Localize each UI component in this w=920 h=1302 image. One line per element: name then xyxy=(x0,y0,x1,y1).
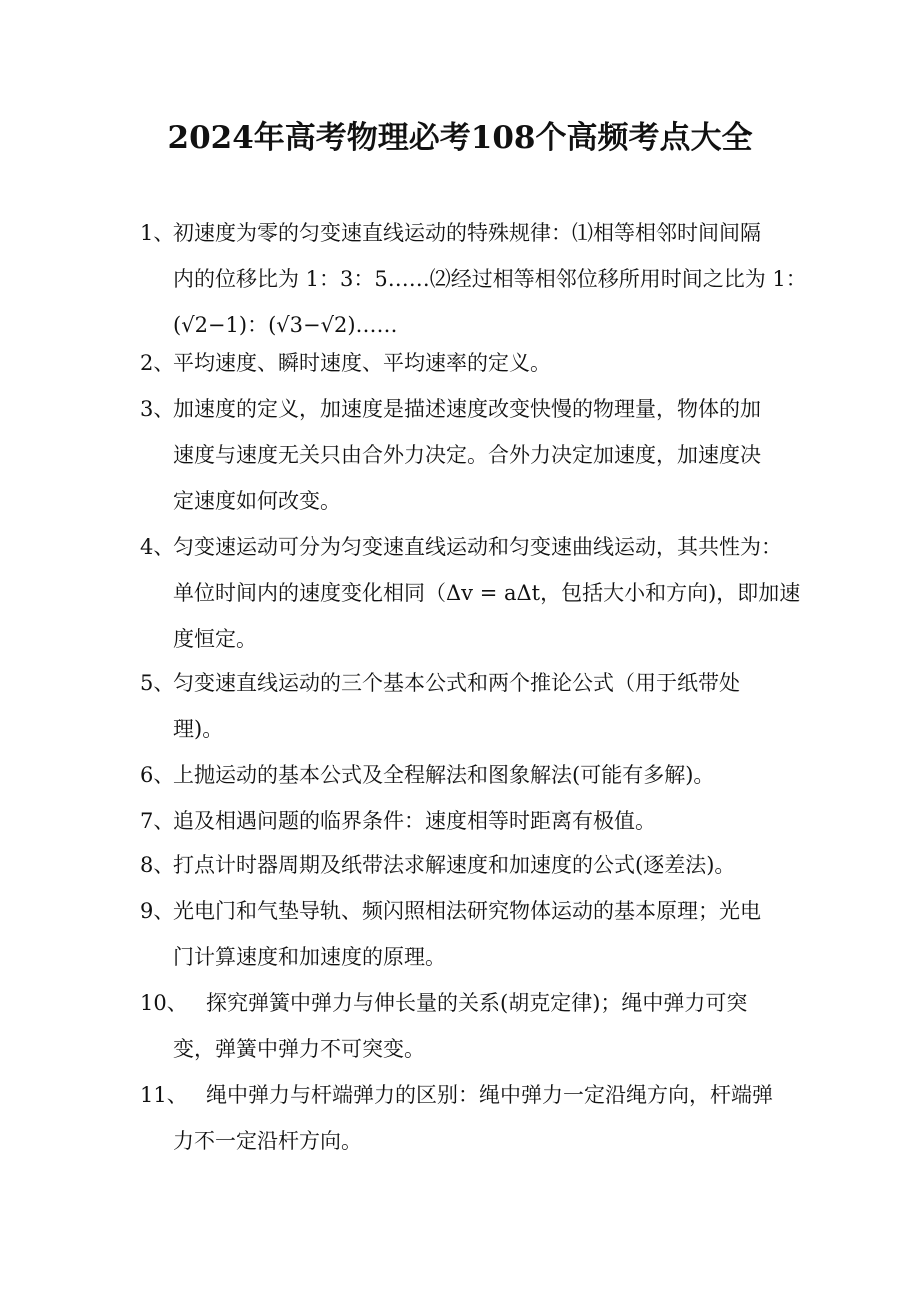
list-item xyxy=(140,888,790,980)
item-line: 探究弹簧中弹力与伸长量的关系(胡克定律)；绳中弹力可突 xyxy=(206,991,748,1015)
item-line: 打点计时器周期及纸带法求解速度和加速度的公式(逐差法)。 xyxy=(173,853,736,877)
item-number: 10、 xyxy=(140,991,188,1015)
item-line: 单位时间内的速度变化相同（Δv = aΔt，包括大小和方向)，即加速 xyxy=(173,581,801,605)
item-line: 绳中弹力与杆端弹力的区别：绳中弹力一定沿绳方向，杆端弹 xyxy=(206,1083,773,1107)
list-item xyxy=(140,798,790,844)
list-item xyxy=(140,524,801,662)
item-line: 力不一定沿杆方向。 xyxy=(173,1129,362,1153)
item-line: (√2−1)：(√3−√2)…… xyxy=(173,313,398,337)
item-line: 光电门和气垫导轨、频闪照相法研究物体运动的基本原理；光电 xyxy=(173,899,761,923)
list-item xyxy=(140,842,790,888)
item-line: 匀变速直线运动的三个基本公式和两个推论公式（用于纸带处 xyxy=(173,671,740,695)
page-title: 2024年高考物理必考108个高频考点大全 xyxy=(167,120,753,156)
item-line: 速度与速度无关只由合外力决定。合外力决定加速度，加速度决 xyxy=(173,443,761,467)
list-item xyxy=(140,210,807,348)
list-item xyxy=(140,980,790,1072)
item-number: 3、 xyxy=(140,397,175,421)
list-item xyxy=(140,1072,790,1164)
item-number: 11、 xyxy=(140,1083,188,1107)
item-number: 9、 xyxy=(140,899,175,923)
item-number: 1、 xyxy=(140,221,175,245)
item-line: 内的位移比为 1：3：5……⑵经过相等相邻位移所用时间之比为 1： xyxy=(173,267,807,291)
item-number: 7、 xyxy=(140,809,175,833)
item-line: 度恒定。 xyxy=(173,627,257,651)
item-line: 理)。 xyxy=(173,717,224,741)
item-line: 定速度如何改变。 xyxy=(173,489,341,513)
item-line: 追及相遇问题的临界条件：速度相等时距离有极值。 xyxy=(173,809,656,833)
item-line: 平均速度、瞬时速度、平均速率的定义。 xyxy=(173,351,551,375)
item-line: 上抛运动的基本公式及全程解法和图象解法(可能有多解)。 xyxy=(173,763,715,787)
item-number: 4、 xyxy=(140,535,175,559)
item-line: 门计算速度和加速度的原理。 xyxy=(173,945,446,969)
list-item xyxy=(140,660,790,752)
list-item xyxy=(140,752,790,798)
item-line: 加速度的定义，加速度是描述速度改变快慢的物理量，物体的加 xyxy=(173,397,761,421)
item-number: 6、 xyxy=(140,763,175,787)
item-number: 8、 xyxy=(140,853,175,877)
item-number: 2、 xyxy=(140,351,175,375)
item-line: 匀变速运动可分为匀变速直线运动和匀变速曲线运动，其共性为： xyxy=(173,535,782,559)
item-line: 变，弹簧中弹力不可突变。 xyxy=(173,1037,425,1061)
item-line: 初速度为零的匀变速直线运动的特殊规律：⑴相等相邻时间间隔 xyxy=(173,221,761,245)
item-number: 5、 xyxy=(140,671,175,695)
list-item xyxy=(140,340,790,386)
list-item xyxy=(140,386,790,524)
